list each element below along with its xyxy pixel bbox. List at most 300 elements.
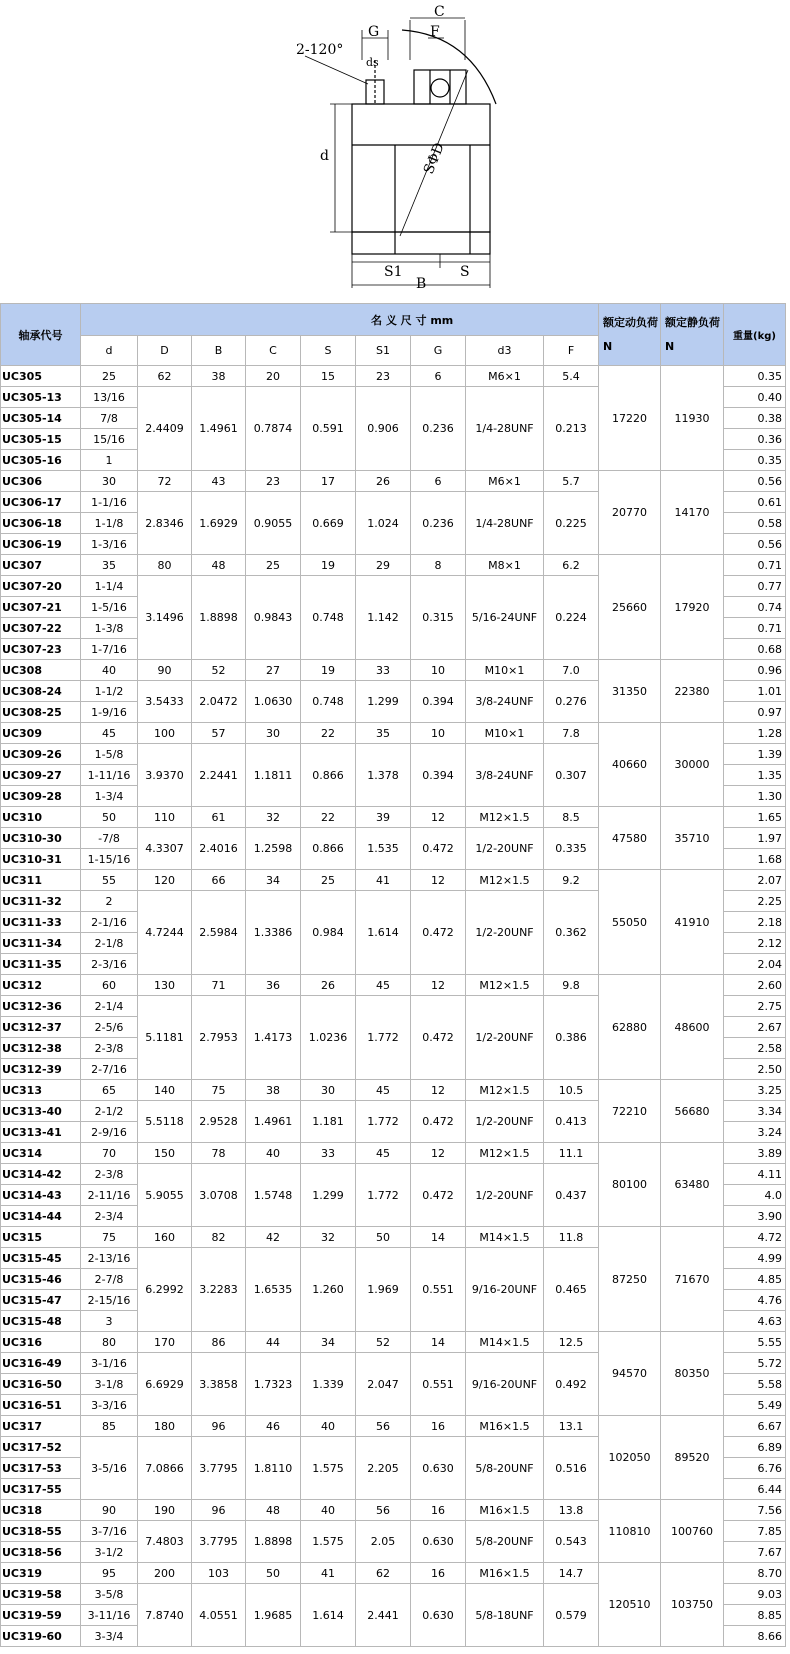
cell-C: 0.9843	[246, 576, 301, 660]
label-SD: SΦD	[420, 140, 448, 177]
cell-G: 0.315	[411, 576, 466, 660]
label-G: G	[368, 24, 380, 40]
cell-C: 27	[246, 660, 301, 681]
cell-model: UC317	[1, 1416, 81, 1437]
cell-F: 0.492	[544, 1353, 599, 1416]
cell-model: UC315	[1, 1227, 81, 1248]
cell-weight: 8.66	[724, 1626, 786, 1647]
cell-F: 10.5	[544, 1080, 599, 1101]
cell-F: 0.516	[544, 1437, 599, 1500]
cell-weight: 3.24	[724, 1122, 786, 1143]
cell-weight: 4.63	[724, 1311, 786, 1332]
cell-d: 1-3/4	[81, 786, 138, 807]
cell-d: -7/8	[81, 828, 138, 849]
cell-S: 1.260	[301, 1248, 356, 1332]
cell-model: UC309-28	[1, 786, 81, 807]
cell-C: 30	[246, 723, 301, 744]
cell-d3: 5/8-18UNF	[466, 1584, 544, 1647]
cell-weight: 2.58	[724, 1038, 786, 1059]
cell-weight: 0.40	[724, 387, 786, 408]
cell-d: 65	[81, 1080, 138, 1101]
cell-dyn-load: 62880	[599, 975, 661, 1080]
cell-S1: 1.535	[356, 828, 411, 870]
table-row	[1, 555, 786, 576]
cell-weight: 1.39	[724, 744, 786, 765]
cell-F: 0.224	[544, 576, 599, 660]
cell-B: 2.7953	[192, 996, 246, 1080]
cell-d: 85	[81, 1416, 138, 1437]
cell-model: UC307	[1, 555, 81, 576]
cell-S1: 56	[356, 1416, 411, 1437]
cell-model: UC313-41	[1, 1122, 81, 1143]
cell-weight: 0.71	[724, 618, 786, 639]
cell-d3: M14×1.5	[466, 1332, 544, 1353]
cell-static-load: 80350	[661, 1332, 724, 1416]
cell-d: 2-1/16	[81, 912, 138, 933]
cell-d: 2-1/2	[81, 1101, 138, 1122]
cell-model: UC319-58	[1, 1584, 81, 1605]
cell-S1: 45	[356, 1080, 411, 1101]
cell-F: 12.5	[544, 1332, 599, 1353]
cell-d: 1	[81, 450, 138, 471]
header-weight: 重量(kg)	[724, 304, 786, 366]
cell-model: UC314	[1, 1143, 81, 1164]
bearing-sleeve	[352, 232, 490, 254]
cell-B: 48	[192, 555, 246, 576]
cell-D: 6.6929	[138, 1353, 192, 1416]
cell-F: 13.8	[544, 1500, 599, 1521]
cell-S1: 26	[356, 471, 411, 492]
cell-weight: 9.03	[724, 1584, 786, 1605]
cell-weight: 0.97	[724, 702, 786, 723]
cell-G: 16	[411, 1416, 466, 1437]
header-d3: d3	[466, 336, 544, 366]
cell-dyn-load: 40660	[599, 723, 661, 807]
cell-B: 78	[192, 1143, 246, 1164]
cell-d3: M16×1.5	[466, 1563, 544, 1584]
cell-F: 0.362	[544, 891, 599, 975]
cell-S1: 50	[356, 1227, 411, 1248]
cell-S: 26	[301, 975, 356, 996]
cell-model: UC314-44	[1, 1206, 81, 1227]
label-B: B	[416, 276, 427, 290]
cell-model: UC308	[1, 660, 81, 681]
cell-D: 62	[138, 366, 192, 387]
cell-model: UC306	[1, 471, 81, 492]
cell-S: 32	[301, 1227, 356, 1248]
cell-d3: 3/8-24UNF	[466, 744, 544, 807]
cell-model: UC309-26	[1, 744, 81, 765]
cell-S1: 52	[356, 1332, 411, 1353]
cell-weight: 2.67	[724, 1017, 786, 1038]
cell-weight: 2.07	[724, 870, 786, 891]
cell-d: 50	[81, 807, 138, 828]
cell-model: UC307-22	[1, 618, 81, 639]
cell-G: 0.630	[411, 1584, 466, 1647]
cell-G: 0.394	[411, 681, 466, 723]
cell-F: 5.4	[544, 366, 599, 387]
cell-weight: 2.60	[724, 975, 786, 996]
cell-D: 3.1496	[138, 576, 192, 660]
cell-S1: 1.142	[356, 576, 411, 660]
cell-weight: 8.85	[724, 1605, 786, 1626]
cell-F: 0.437	[544, 1164, 599, 1227]
cell-model: UC306-19	[1, 534, 81, 555]
cell-S1: 45	[356, 975, 411, 996]
cell-D: 2.4409	[138, 387, 192, 471]
cell-model: UC311	[1, 870, 81, 891]
cell-F: 0.307	[544, 744, 599, 807]
cell-B: 61	[192, 807, 246, 828]
cell-S1: 39	[356, 807, 411, 828]
cell-d: 3	[81, 1311, 138, 1332]
header-dyn-load: 额定动负荷N	[599, 304, 661, 366]
cell-S: 0.866	[301, 828, 356, 870]
cell-S1: 33	[356, 660, 411, 681]
cell-S: 22	[301, 807, 356, 828]
cell-d: 90	[81, 1500, 138, 1521]
cell-d: 2-9/16	[81, 1122, 138, 1143]
cell-C: 50	[246, 1563, 301, 1584]
cell-S1: 35	[356, 723, 411, 744]
cell-model: UC313	[1, 1080, 81, 1101]
cell-d3: 5/8-20UNF	[466, 1521, 544, 1563]
header-S1: S1	[356, 336, 411, 366]
ball	[431, 79, 449, 97]
cell-d: 1-15/16	[81, 849, 138, 870]
cell-model: UC319-59	[1, 1605, 81, 1626]
cell-model: UC311-35	[1, 954, 81, 975]
cell-d: 1-11/16	[81, 765, 138, 786]
cell-dyn-load: 110810	[599, 1500, 661, 1563]
cell-D: 100	[138, 723, 192, 744]
cell-d: 2-7/16	[81, 1059, 138, 1080]
cell-dyn-load: 31350	[599, 660, 661, 723]
label-ds: ds	[366, 56, 379, 69]
table-row	[1, 366, 786, 387]
cell-static-load: 14170	[661, 471, 724, 555]
cell-B: 4.0551	[192, 1584, 246, 1647]
bearing-technical-drawing	[0, 0, 790, 290]
cell-G: 0.472	[411, 828, 466, 870]
cell-static-load: 48600	[661, 975, 724, 1080]
cell-model: UC311-32	[1, 891, 81, 912]
cell-G: 8	[411, 555, 466, 576]
header-row-top	[1, 304, 786, 336]
table-row	[1, 1416, 786, 1437]
cell-G: 14	[411, 1332, 466, 1353]
cell-C: 1.4173	[246, 996, 301, 1080]
cell-G: 6	[411, 471, 466, 492]
cell-weight: 0.35	[724, 450, 786, 471]
cell-D: 90	[138, 660, 192, 681]
cell-G: 0.630	[411, 1521, 466, 1563]
cell-C: 32	[246, 807, 301, 828]
cell-B: 1.8898	[192, 576, 246, 660]
cell-d3: M14×1.5	[466, 1227, 544, 1248]
cell-F: 0.543	[544, 1521, 599, 1563]
cell-static-load: 71670	[661, 1227, 724, 1332]
table-row	[1, 471, 786, 492]
cell-d3: 1/2-20UNF	[466, 1101, 544, 1143]
cell-d: 45	[81, 723, 138, 744]
cell-B: 2.5984	[192, 891, 246, 975]
cell-G: 6	[411, 366, 466, 387]
cell-B: 52	[192, 660, 246, 681]
cell-weight: 4.11	[724, 1164, 786, 1185]
cell-model: UC309	[1, 723, 81, 744]
cell-D: 6.2992	[138, 1248, 192, 1332]
cell-D: 120	[138, 870, 192, 891]
cell-static-load: 30000	[661, 723, 724, 807]
cell-F: 0.335	[544, 828, 599, 870]
label-F: F	[430, 24, 440, 40]
cell-S1: 2.441	[356, 1584, 411, 1647]
cell-weight: 0.35	[724, 366, 786, 387]
cell-d: 2-13/16	[81, 1248, 138, 1269]
cell-weight: 7.56	[724, 1500, 786, 1521]
cell-model: UC312	[1, 975, 81, 996]
cell-S1: 2.05	[356, 1521, 411, 1563]
cell-weight: 3.25	[724, 1080, 786, 1101]
cell-d: 7/8	[81, 408, 138, 429]
table-row	[1, 1227, 786, 1248]
cell-D: 5.9055	[138, 1164, 192, 1227]
cell-S: 0.748	[301, 576, 356, 660]
cell-D: 7.0866	[138, 1437, 192, 1500]
cell-S: 17	[301, 471, 356, 492]
cell-S1: 56	[356, 1500, 411, 1521]
cell-weight: 4.0	[724, 1185, 786, 1206]
cell-weight: 7.85	[724, 1521, 786, 1542]
cell-D: 200	[138, 1563, 192, 1584]
cell-C: 1.9685	[246, 1584, 301, 1647]
cell-S1: 1.772	[356, 1164, 411, 1227]
cell-C: 1.5748	[246, 1164, 301, 1227]
cell-weight: 6.76	[724, 1458, 786, 1479]
cell-S1: 62	[356, 1563, 411, 1584]
cell-S1: 1.299	[356, 681, 411, 723]
cell-F: 13.1	[544, 1416, 599, 1437]
cell-dyn-load: 94570	[599, 1332, 661, 1416]
cell-dyn-load: 80100	[599, 1143, 661, 1227]
cell-d: 1-5/16	[81, 597, 138, 618]
cell-model: UC317-53	[1, 1458, 81, 1479]
cell-B: 71	[192, 975, 246, 996]
cell-S: 0.984	[301, 891, 356, 975]
cell-S1: 2.205	[356, 1437, 411, 1500]
cell-model: UC305	[1, 366, 81, 387]
cell-d3: 5/16-24UNF	[466, 576, 544, 660]
table-row	[1, 1332, 786, 1353]
cell-G: 16	[411, 1563, 466, 1584]
cell-B: 2.9528	[192, 1101, 246, 1143]
cell-B: 43	[192, 471, 246, 492]
cell-model: UC311-34	[1, 933, 81, 954]
cell-model: UC305-15	[1, 429, 81, 450]
cell-weight: 3.89	[724, 1143, 786, 1164]
cell-static-load: 11930	[661, 366, 724, 471]
bearing-spec-table	[0, 303, 786, 1647]
cell-d3: 9/16-20UNF	[466, 1248, 544, 1332]
cell-weight: 0.61	[724, 492, 786, 513]
cell-D: 150	[138, 1143, 192, 1164]
cell-model: UC316-51	[1, 1395, 81, 1416]
cell-dyn-load: 55050	[599, 870, 661, 975]
cell-D: 5.1181	[138, 996, 192, 1080]
cell-F: 11.1	[544, 1143, 599, 1164]
cell-model: UC316-50	[1, 1374, 81, 1395]
cell-d: 3-1/16	[81, 1353, 138, 1374]
label-d: d	[320, 148, 329, 164]
cell-d3: M6×1	[466, 366, 544, 387]
cell-static-load: 56680	[661, 1080, 724, 1143]
cell-B: 75	[192, 1080, 246, 1101]
cell-dyn-load: 120510	[599, 1563, 661, 1647]
cell-d3: M10×1	[466, 723, 544, 744]
header-B: B	[192, 336, 246, 366]
cell-C: 1.8110	[246, 1437, 301, 1500]
table-row	[1, 975, 786, 996]
cell-F: 0.213	[544, 387, 599, 471]
cell-B: 86	[192, 1332, 246, 1353]
cell-model: UC317-52	[1, 1437, 81, 1458]
cell-F: 9.8	[544, 975, 599, 996]
cell-C: 0.7874	[246, 387, 301, 471]
cell-model: UC310-31	[1, 849, 81, 870]
cell-d: 95	[81, 1563, 138, 1584]
cell-C: 23	[246, 471, 301, 492]
cell-d: 1-1/16	[81, 492, 138, 513]
cell-B: 103	[192, 1563, 246, 1584]
cell-model: UC305-13	[1, 387, 81, 408]
cell-d: 3-3/16	[81, 1395, 138, 1416]
cell-B: 57	[192, 723, 246, 744]
ball-race	[414, 70, 466, 104]
cell-S1: 1.969	[356, 1248, 411, 1332]
cell-S: 22	[301, 723, 356, 744]
cell-C: 1.4961	[246, 1101, 301, 1143]
outer-sphere-arc	[402, 30, 496, 104]
cell-model: UC315-47	[1, 1290, 81, 1311]
table-row	[1, 723, 786, 744]
cell-d: 2-3/16	[81, 954, 138, 975]
cell-weight: 1.65	[724, 807, 786, 828]
cell-d: 60	[81, 975, 138, 996]
cell-S1: 45	[356, 1143, 411, 1164]
cell-weight: 4.72	[724, 1227, 786, 1248]
cell-G: 0.551	[411, 1353, 466, 1416]
cell-C: 1.1811	[246, 744, 301, 807]
cell-model: UC308-24	[1, 681, 81, 702]
cell-weight: 8.70	[724, 1563, 786, 1584]
cell-d3: M16×1.5	[466, 1500, 544, 1521]
cell-model: UC305-14	[1, 408, 81, 429]
cell-d3: M10×1	[466, 660, 544, 681]
cell-B: 2.2441	[192, 744, 246, 807]
cell-C: 20	[246, 366, 301, 387]
cell-model: UC318-55	[1, 1521, 81, 1542]
cell-C: 1.7323	[246, 1353, 301, 1416]
cell-dyn-load: 102050	[599, 1416, 661, 1500]
cell-B: 3.2283	[192, 1248, 246, 1332]
cell-dyn-load: 87250	[599, 1227, 661, 1332]
cell-model: UC307-20	[1, 576, 81, 597]
cell-weight: 2.04	[724, 954, 786, 975]
cell-d: 2	[81, 891, 138, 912]
cell-S1: 1.772	[356, 1101, 411, 1143]
cell-d: 75	[81, 1227, 138, 1248]
cell-d: 2-7/8	[81, 1269, 138, 1290]
cell-B: 96	[192, 1416, 246, 1437]
cell-S: 1.299	[301, 1164, 356, 1227]
cell-D: 160	[138, 1227, 192, 1248]
cell-static-load: 100760	[661, 1500, 724, 1563]
cell-S1: 41	[356, 870, 411, 891]
cell-D: 2.8346	[138, 492, 192, 555]
header-d: d	[81, 336, 138, 366]
cell-d: 1-1/2	[81, 681, 138, 702]
cell-d: 15/16	[81, 429, 138, 450]
cell-d3: M12×1.5	[466, 807, 544, 828]
cell-D: 3.5433	[138, 681, 192, 723]
cell-C: 40	[246, 1143, 301, 1164]
cell-D: 4.7244	[138, 891, 192, 975]
cell-G: 12	[411, 1080, 466, 1101]
cell-S: 1.181	[301, 1101, 356, 1143]
cell-C: 34	[246, 870, 301, 891]
cell-G: 10	[411, 723, 466, 744]
cell-B: 3.7795	[192, 1521, 246, 1563]
cell-d: 1-5/8	[81, 744, 138, 765]
cell-G: 0.630	[411, 1437, 466, 1500]
cell-d3: M12×1.5	[466, 1143, 544, 1164]
cell-C: 1.0630	[246, 681, 301, 723]
cell-F: 8.5	[544, 807, 599, 828]
cell-weight: 2.25	[724, 891, 786, 912]
cell-d: 3-7/16	[81, 1521, 138, 1542]
cell-model: UC308-25	[1, 702, 81, 723]
cell-static-load: 103750	[661, 1563, 724, 1647]
cell-model: UC312-37	[1, 1017, 81, 1038]
cell-F: 0.386	[544, 996, 599, 1080]
cell-S: 40	[301, 1416, 356, 1437]
cell-dyn-load: 72210	[599, 1080, 661, 1143]
cell-S: 0.591	[301, 387, 356, 471]
cell-model: UC306-17	[1, 492, 81, 513]
cell-weight: 2.75	[724, 996, 786, 1017]
cell-weight: 4.99	[724, 1248, 786, 1269]
cell-d: 55	[81, 870, 138, 891]
header-model: 轴承代号	[1, 304, 81, 366]
header-F: F	[544, 336, 599, 366]
cell-model: UC307-23	[1, 639, 81, 660]
cell-B: 2.4016	[192, 828, 246, 870]
cell-d: 80	[81, 1332, 138, 1353]
cell-C: 44	[246, 1332, 301, 1353]
cell-F: 0.413	[544, 1101, 599, 1143]
cell-C: 46	[246, 1416, 301, 1437]
cell-static-load: 22380	[661, 660, 724, 723]
cell-d: 2-5/6	[81, 1017, 138, 1038]
cell-F: 7.8	[544, 723, 599, 744]
cell-model: UC313-40	[1, 1101, 81, 1122]
cell-weight: 0.56	[724, 471, 786, 492]
cell-d3: 1/2-20UNF	[466, 828, 544, 870]
cell-G: 12	[411, 807, 466, 828]
cell-d: 3-1/2	[81, 1542, 138, 1563]
header-C: C	[246, 336, 301, 366]
